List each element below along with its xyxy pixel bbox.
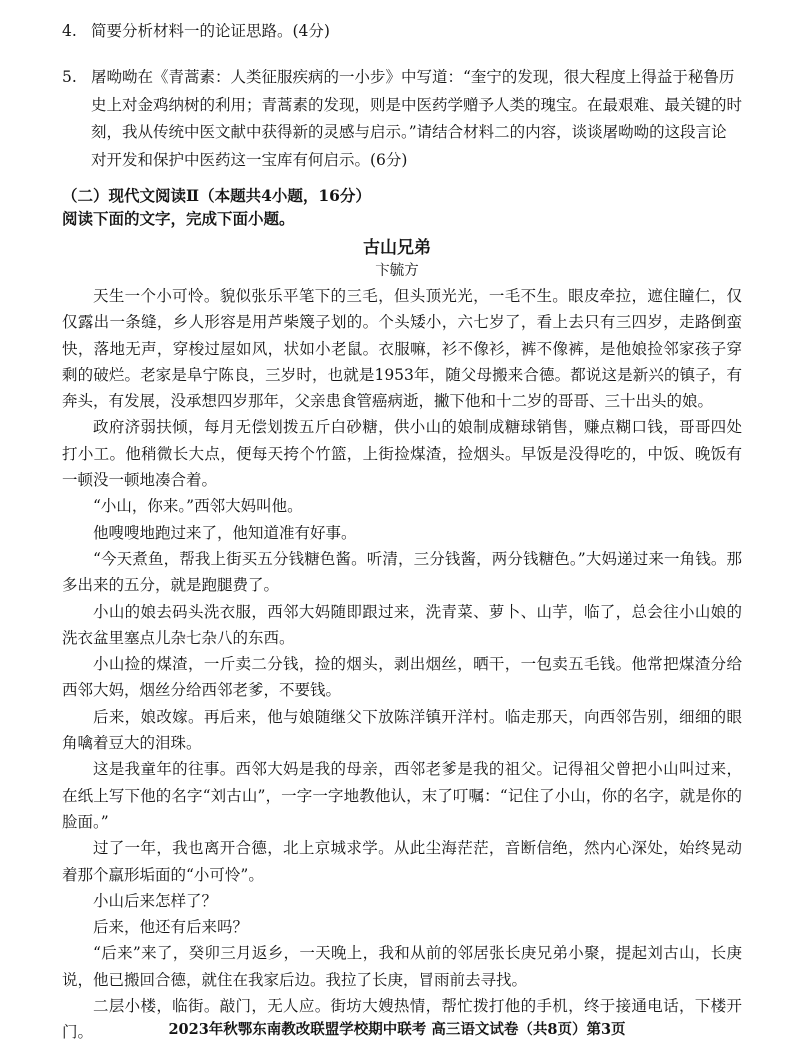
question-number: 4.: [62, 22, 77, 40]
article-paragraph: 过了一年，我也离开合德，北上京城求学。从此尘海茫茫，音断信绝，然内心深处，始终晃动着那个羸形垢面的“小可怜”。: [62, 839, 742, 884]
article-paragraph: 小山的娘去码头洗衣服，西邻大妈随即跟过来，洗青菜、萝卜、山芋，临了，总会往小山娘的洗衣盆里塞点儿杂七杂八的东西。: [62, 602, 742, 647]
article-paragraph: 他嗖嗖地跑过来了，他知道准有好事。: [93, 523, 357, 542]
article-title: 古山兄弟: [363, 238, 431, 258]
question-5: [62, 64, 742, 174]
question-4: [62, 18, 742, 46]
article-paragraph: “今天煮鱼，帮我上街买五分钱糖色酱。听清，三分钱酱，两分钱糖色。”大妈递过来一角钱。那多出来的五分，就是跑腿费了。: [62, 549, 742, 595]
section-heading: （二）现代文阅读Ⅱ（本题共4小题，16分）: [62, 186, 371, 205]
article-paragraph: “后来”来了，癸卯三月返乡，一天晚上，我和从前的邻居张长庚兄弟小聚，提起刘古山，长庚说，他已搬回合德，就住在我家后边。我拉了长庚，冒雨前去寻找。: [62, 944, 742, 989]
article-paragraph: “小山，你来。”西邻大妈叫他。: [93, 497, 303, 516]
question-text: 简要分析材料一的论证思路。(4分): [91, 22, 330, 40]
page-footer: 2023年秋鄂东南教改联盟学校期中联考 高三语文试卷（共8页）第3页: [168, 1021, 626, 1038]
question-text: 屠呦呦在《青蒿素：人类征服疾病的一小步》中写道：“奎宁的发现，很大程度上得益于秘鲁历史上对金鸡纳树的利用；青蒿素的发现，则是中医药学赠予人类的瑰宝。在最艰难、最关键的时刻，我从传统中医文献中获得新的灵感与启示。”请结合材料二的内容，谈谈屠呦呦的这段言论对开发和保护中医药这一宝库有何启示。(6分): [91, 68, 743, 169]
section-instruction: 阅读下面的文字，完成下面小题。: [62, 209, 295, 228]
article-paragraph: 天生一个小可怜。貌似张乐平笔下的三毛，但头顶光光，一毛不生。眼皮牵拉，遮住瞳仁，仅仅露出一条缝，乡人形容是用芦柴篾子划的。个头矮小，六七岁了，看上去只有三四岁，走路倒蛮快，落地无声，穿梭过屋如风，状如小老鼠。衣服嘛，衫不像衫，裤不像裤，是他娘捡邻家孩子穿剩的破烂。老家是阜宁陈良，三岁时，也就是1953年，随父母搬来合德。都说这是新兴的镇子，有奔头，有发展，没承想四岁那年，父亲患食管癌病逝，撇下他和十二岁的哥哥、三十出头的娘。: [62, 287, 742, 411]
article-paragraph: 这是我童年的往事。西邻大妈是我的母亲，西邻老爹是我的祖父。记得祖父曾把小山叫过来，在纸上写下他的名字“刘古山”，一字一字地教他认，末了叮嘱：“记住了小山，你的名字，就是你的脸面。”: [62, 760, 742, 831]
article-paragraph: 小山捡的煤渣，一斤卖二分钱，捡的烟头，剥出烟丝，晒干，一包卖五毛钱。他常把煤渣分给西邻大妈，烟丝分给西邻老爹，不要钱。: [62, 655, 742, 700]
article-paragraph: 政府济弱扶倾，每月无偿划拨五斤白砂糖，供小山的娘制成糖球销售，赚点糊口钱，哥哥四处打小工。他稍微长大点，便每天挎个竹篮，上街捡煤渣，捡烟头。早饭是没得吃的，中饭、晚饭有一顿没一顿地凑合着。: [62, 418, 742, 490]
article-paragraph: 后来，娘改嫁。再后来，他与娘随继父下放陈洋镇开洋村。临走那天，向西邻告别，细细的眼角噙着豆大的泪珠。: [62, 707, 742, 753]
article-paragraph: 二层小楼，临街。敲门，无人应。街坊大嫂热情，帮忙拨打他的手机，终于接通电话，下楼开门。: [62, 997, 742, 1042]
question-number: 5.: [62, 68, 77, 86]
article-author: 卞毓方: [375, 263, 419, 279]
article-body: [62, 283, 742, 1046]
article-paragraph: 小山后来怎样了？: [93, 891, 218, 910]
article-paragraph: 后来，他还有后来吗？: [93, 918, 249, 937]
